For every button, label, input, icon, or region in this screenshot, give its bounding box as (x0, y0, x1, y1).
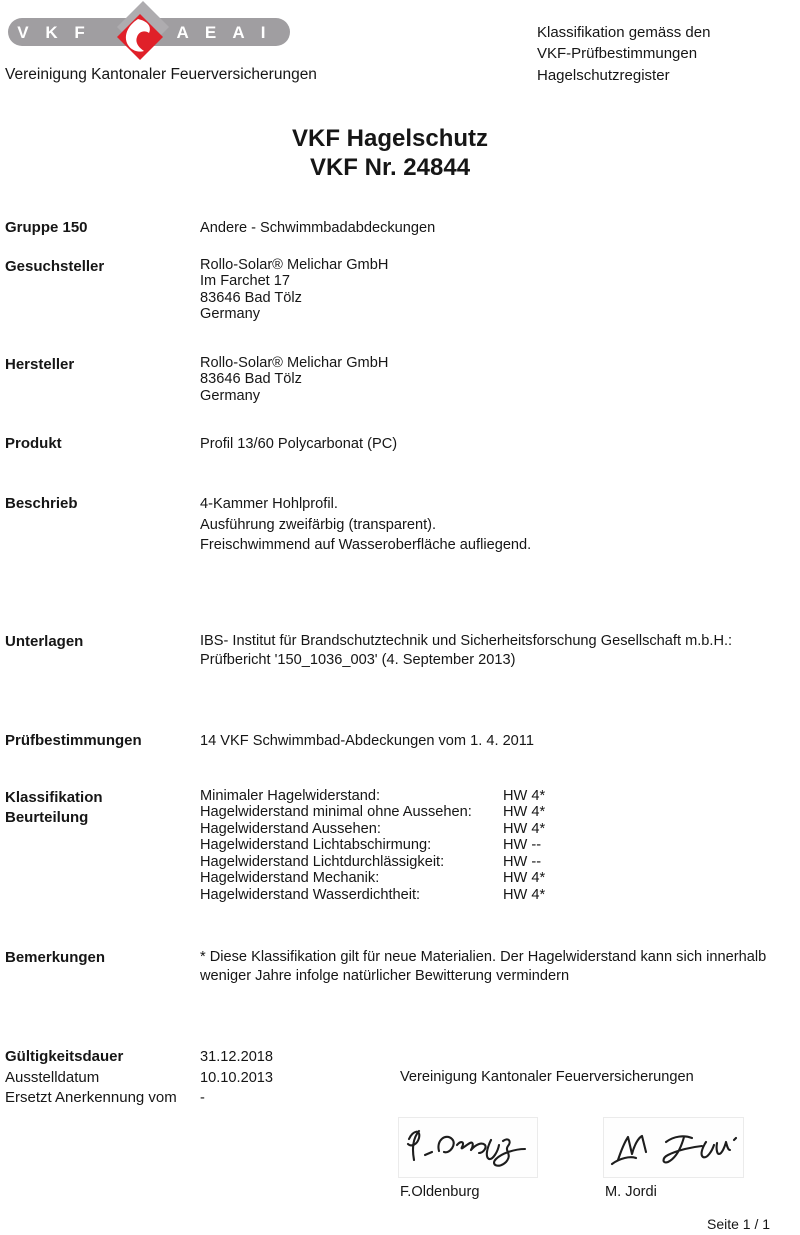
field-ersetzt-anerkennung (5, 1088, 795, 1108)
value-line: Rollo-Solar® Melichar GmbH (200, 257, 389, 273)
field-label: Ersetzt Anerkennung vom (5, 1089, 177, 1106)
title-line-1: VKF Hagelschutz (291, 125, 489, 152)
document-title (0, 124, 780, 182)
title-line-2: VKF Nr. 24844 (309, 154, 471, 181)
criterion-name: Hagelwiderstand Wasserdichtheit: (200, 886, 421, 903)
field-value (200, 355, 388, 404)
criterion-value: HW 4* (503, 870, 546, 887)
page-number: Seite 1 / 1 (707, 1216, 771, 1232)
field-label: Unterlagen (5, 633, 84, 650)
field-produkt (5, 434, 795, 454)
value-line: Freischwimmend auf Wasseroberfläche aufliegend. (200, 537, 532, 554)
value-line: Prüfbericht '150_1036_003' (4. September 2013) (200, 652, 516, 669)
field-label: Produkt (5, 435, 62, 452)
value-line: Ausführung zweifärbig (transparent). (200, 516, 437, 533)
criterion-value: HW -- (503, 853, 542, 870)
field-label: Gruppe 150 (5, 219, 88, 236)
classification-row (200, 887, 545, 903)
field-gruppe (5, 218, 795, 238)
criterion-name: Hagelwiderstand Aussehen: (200, 820, 381, 837)
field-label: Hersteller (5, 356, 75, 373)
value-line: 83646 Bad Tölz (200, 289, 302, 306)
field-value (200, 257, 388, 322)
classification-note-line: VKF-Prüfbestimmungen (537, 45, 698, 63)
field-value: Andere - Schwimmbadabdeckungen (200, 220, 436, 236)
logo-text-aeai: A E A I (176, 23, 272, 42)
value-line: IBS- Institut für Brandschutztechnik und Sicherheitsforschung Gesellschaft m.b.H.: (200, 633, 733, 649)
field-label: Ausstelldatum (5, 1069, 100, 1086)
classification-note-line: Hagelschutzregister (537, 66, 670, 84)
logo-text-vkf: V K F (17, 23, 91, 42)
classification-note (537, 22, 710, 86)
criterion-name: Hagelwiderstand Mechanik: (200, 870, 380, 887)
value-line: 83646 Bad Tölz (200, 371, 302, 388)
field-label (5, 788, 200, 903)
field-hersteller (5, 355, 795, 404)
classification-row (200, 854, 545, 870)
field-label: Gesuchsteller (5, 258, 105, 275)
signer-name: F.Oldenburg (400, 1184, 480, 1200)
field-value (200, 948, 766, 986)
field-value: 10.10.2013 (200, 1070, 274, 1086)
organization-tagline: Vereinigung Kantonaler Feuerversicherungen (5, 66, 317, 83)
value-line: weniger Jahre infolge natürlicher Bewitterung vermindern (200, 968, 570, 985)
criterion-value: HW -- (503, 837, 542, 854)
criterion-value: HW 4* (503, 820, 546, 837)
signature-icon (604, 1118, 743, 1177)
issuing-organization: Vereinigung Kantonaler Feuerversicherungen (400, 1069, 694, 1085)
value-line: Im Farchet 17 (200, 273, 291, 290)
classification-row (200, 870, 545, 886)
signature-jordi (603, 1117, 744, 1178)
field-value: 14 VKF Schwimmbad-Abdeckungen vom 1. 4. 2011 (200, 733, 534, 749)
field-value: 31.12.2018 (200, 1049, 274, 1065)
value-line: Germany (200, 387, 261, 404)
criterion-value: HW 4* (503, 788, 546, 804)
field-value: - (200, 1090, 205, 1106)
label-line: Klassifikation (5, 789, 103, 806)
field-gesuchsteller (5, 257, 795, 322)
field-gueltigkeitsdauer (5, 1047, 795, 1067)
criterion-name: Hagelwiderstand minimal ohne Aussehen: (200, 804, 472, 821)
label-line: Beurteilung (5, 809, 89, 826)
field-label: Gültigkeitsdauer (5, 1048, 124, 1065)
field-pruefbestimmungen (5, 731, 795, 751)
classification-table (200, 788, 545, 903)
field-value (200, 632, 732, 670)
field-unterlagen (5, 632, 795, 670)
field-value (200, 494, 531, 556)
value-line: Germany (200, 305, 261, 322)
field-klassifikation (5, 788, 795, 903)
classification-row (200, 804, 545, 820)
criterion-name: Hagelwiderstand Lichtabschirmung: (200, 837, 432, 854)
classification-row (200, 821, 545, 837)
value-line: Rollo-Solar® Melichar GmbH (200, 355, 389, 371)
classification-note-line: Klassifikation gemäss den (537, 24, 711, 41)
field-label: Bemerkungen (5, 949, 106, 966)
value-line: 4-Kammer Hohlprofil. (200, 496, 338, 512)
criterion-value: HW 4* (503, 886, 546, 903)
field-beschrieb (5, 494, 795, 556)
field-value: Profil 13/60 Polycarbonat (PC) (200, 436, 398, 452)
criterion-name: Hagelwiderstand Lichtdurchlässigkeit: (200, 853, 445, 870)
classification-row (200, 788, 545, 804)
signer-name: M. Jordi (605, 1184, 657, 1200)
field-label: Beschrieb (5, 495, 78, 512)
signature-icon (399, 1118, 537, 1177)
classification-row (200, 837, 545, 853)
signature-oldenburg (398, 1117, 538, 1178)
value-line: * Diese Klassifikation gilt für neue Materialien. Der Hagelwiderstand kann sich innerhalb (200, 949, 767, 965)
field-bemerkungen (5, 948, 795, 986)
field-label: Prüfbestimmungen (5, 732, 142, 749)
criterion-value: HW 4* (503, 804, 546, 821)
criterion-name: Minimaler Hagelwiderstand: (200, 788, 381, 804)
